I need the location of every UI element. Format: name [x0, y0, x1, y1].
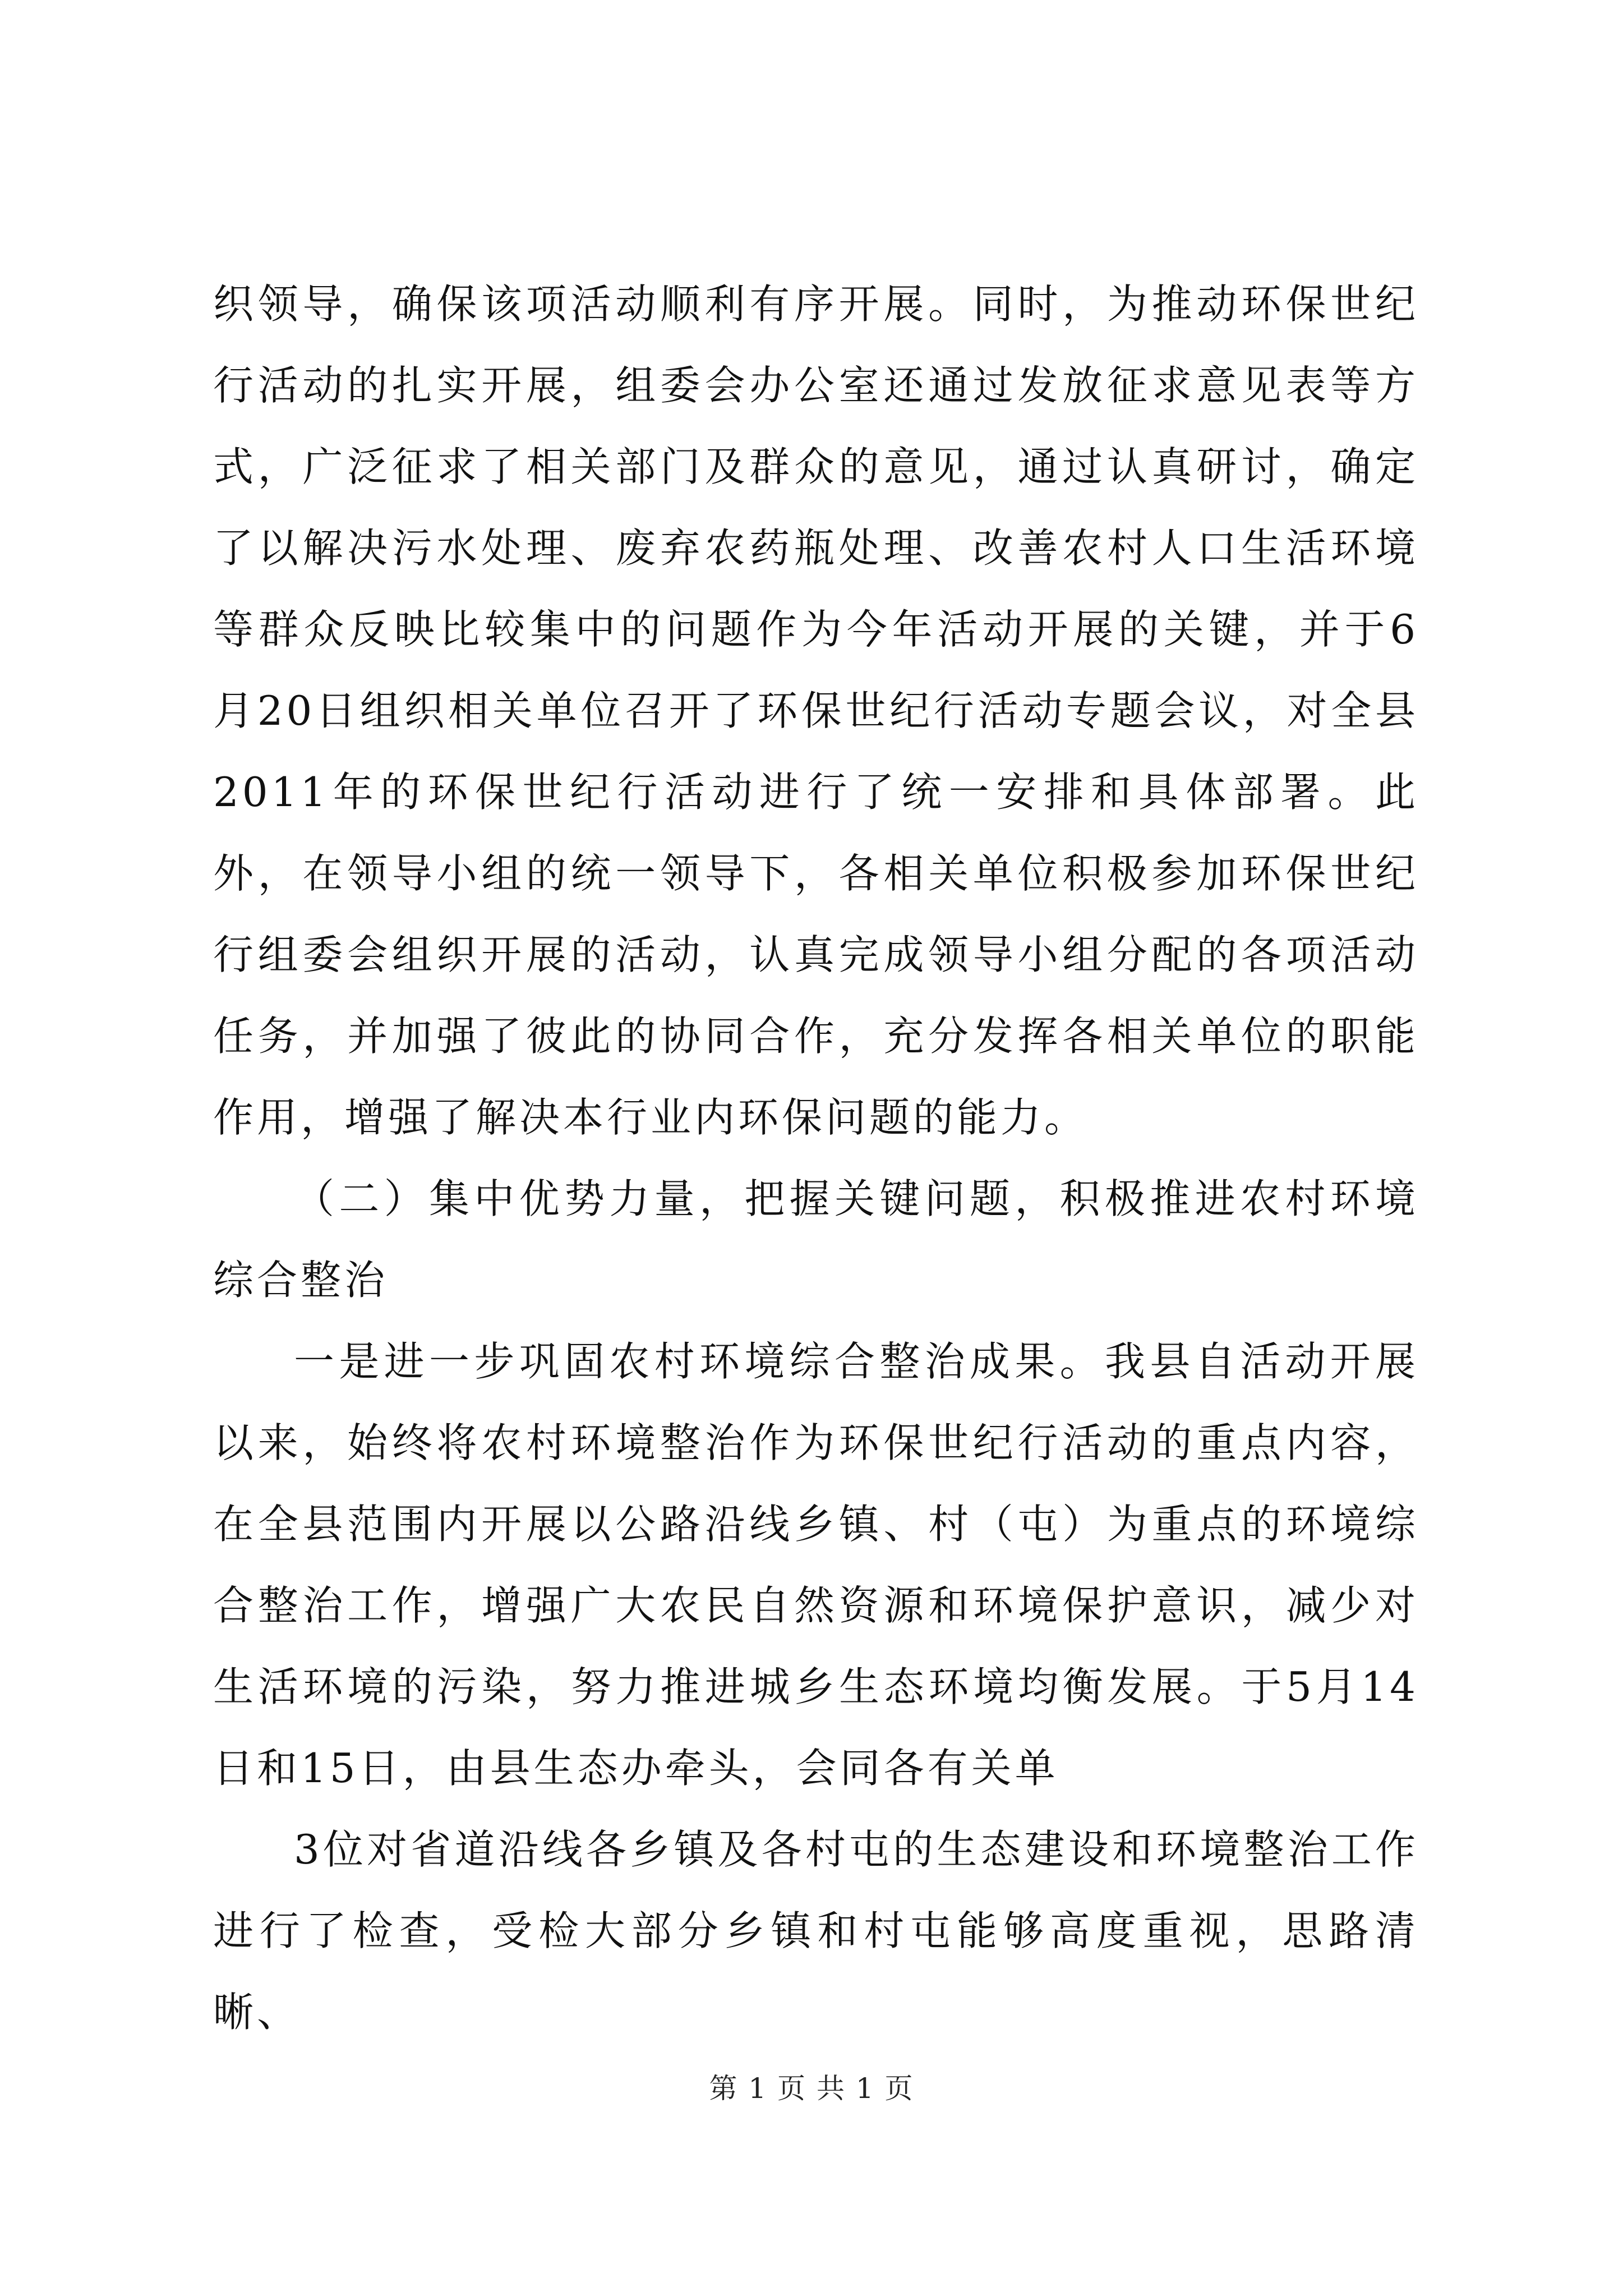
paragraph-inspection: 3位对省道沿线各乡镇及各村屯的生态建设和环境整治工作进行了检查，受检大部分乡镇和村屯能够高度重视，思路清晰、 — [213, 1826, 1419, 2036]
paragraph-rural-environment: 一是进一步巩固农村环境综合整治成果。我县自活动开展以来，始终将农村环境整治作为环保世纪行活动的重点内容，在全县范围内开展以公路沿线乡镇、村（屯）为重点的环境综合整治工作，增强广大农民自然资源和环境保护意识，减少对生活环境的污染，努力推进城乡生态环境均衡发展。于5月14日和15日，由县生态办牵头，会同各有关单 — [213, 1338, 1419, 1792]
section-heading-2: （二）集中优势力量，把握关键问题，积极推进农村环境综合整治 — [213, 1175, 1419, 1304]
page-number-footer: 第 1 页 共 1 页 — [709, 2072, 914, 2105]
paragraph-leadership: 织领导，确保该项活动顺利有序开展。同时，为推动环保世纪行活动的扎实开展，组委会办公室还通过发放征求意见表等方式，广泛征求了相关部门及群众的意见，通过认真研讨，确定了以解决污水处理、废弃农药瓶处理、改善农村人口生活环境等群众反映比较集中的问题作为今年活动开展的关键，并于6月20日组织相关单位召开了环保世纪行活动专题会议，对全县2011年的环保世纪行活动进行了统一安排和具体部署。此外，在领导小组的统一领导下，各相关单位积极参加环保世纪行组委会组织开展的活动，认真完成领导小组分配的各项活动任务，并加强了彼此的协同合作，充分发挥各相关单位的职能作用，增强了解决本行业内环保问题的能力。 — [213, 280, 1419, 1141]
document-body — [213, 264, 1419, 2053]
